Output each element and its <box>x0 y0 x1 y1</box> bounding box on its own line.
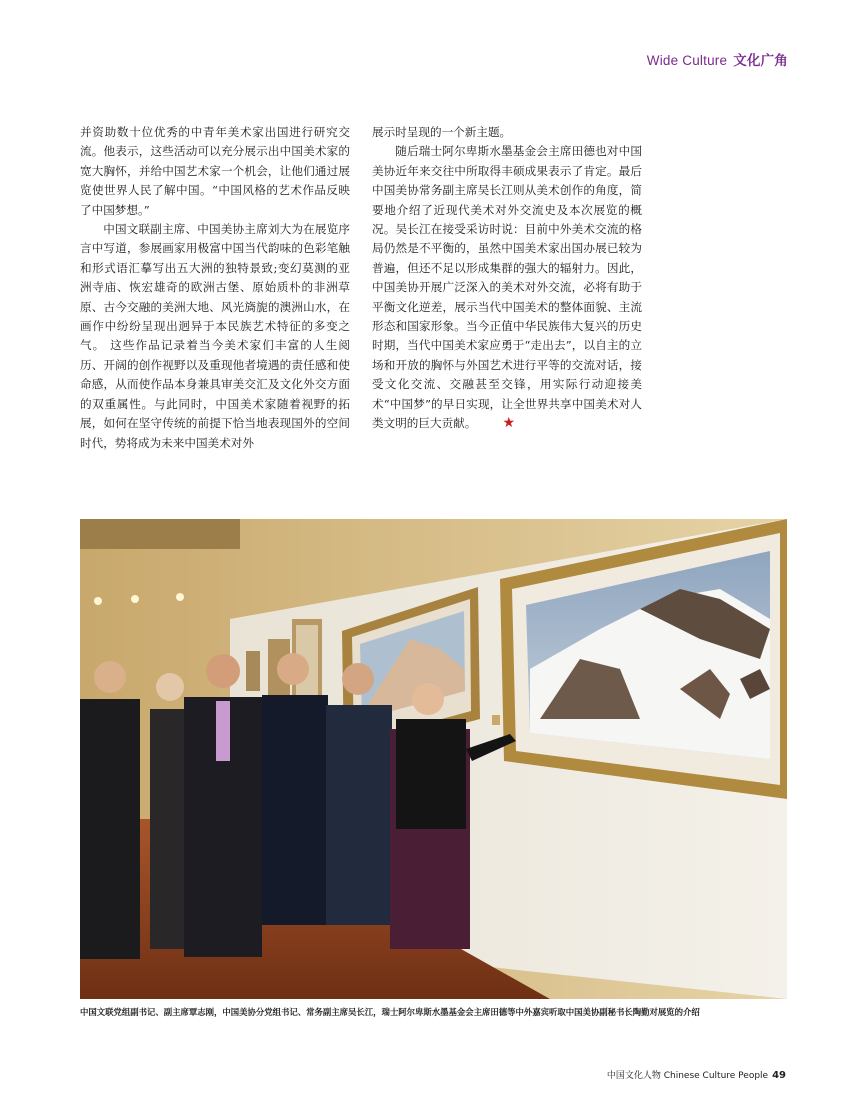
article-right-column <box>372 123 642 434</box>
section-header <box>647 49 788 69</box>
left-paragraph-1: 并资助数十位优秀的中青年美术家出国进行研究交流。他表示，这些活动可以充分展示出中国美术家的宽大胸怀，并给中国艺术家一个机会，让他们通过展览使世界人民了解中国。“中国风格的艺术作品反映了中国梦想。” <box>80 125 350 217</box>
section-title-en: Wide Culture <box>646 53 728 68</box>
publication-name: 中国文化人物 Chinese Culture People <box>606 1071 769 1081</box>
left-paragraph-2: 中国文联副主席、中国美协主席刘大为在展览序言中写道，参展画家用极富中国当代韵味的色彩笔触和形式语汇摹写出五大洲的独特景致;变幻莫测的亚洲寺庙、恢宏雄奇的欧洲古堡、原始质朴的非洲草原、古今交融的美洲大地、风光旖旎的澳洲山水，在画作中纷纷呈现出迥异于本民族艺术特征的多变之气。 这些作品记录着当今美术家们丰富的人生阅历、开阔的创作视野以及重现他者境遇的责任感和使命感，从而使作品本身兼具审美交汇及文化外交方面的双重属性。与此同时，中国美术家随着视野的拓展，如何在坚守传统的前提下恰当地表现国外的空间时代，势将成为未来中国美术对外 <box>80 222 350 450</box>
end-star-icon: ★ <box>502 415 516 432</box>
section-title-cn: 文化广角 <box>733 53 788 68</box>
article-left-column <box>80 123 350 453</box>
right-paragraph-2-text: 随后瑞士阿尔卑斯水墨基金会主席田德也对中国美协近年来交往中所取得丰硕成果表示了肯定。最后中国美协常务副主席吴长江则从美术创作的角度，简要地介绍了近现代美术对外交流史及本次展览的概况。吴长江在接受采访时说：目前中外美术交流的格局仍然是不平衡的，虽然中国美术家出国办展已较为普遍，但还不足以形成集群的强大的辐射力。因此，中国美协开展广泛深入的美术对外交流，必将有助于平衡文化逆差，展示当代中国美术的整体面貌、主流形态和国家形象。当今正值中华民族伟大复兴的历史时期，当代中国美术家应勇于“走出去”，以自主的立场和开放的胸怀与外国艺术进行平等的交流对话，接受文化交流、交融甚至交锋，用实际行动迎接美术“中国梦”的早日实现，让全世界共享中国美术对人类文明的巨大贡献。 <box>372 144 642 431</box>
exhibition-photo <box>80 519 787 999</box>
page-footer <box>607 1068 786 1081</box>
right-paragraph-1: 展示时呈现的一个新主题。 <box>372 125 512 139</box>
right-paragraph-2 <box>372 142 642 433</box>
page-number: 49 <box>772 1070 786 1081</box>
photo-caption: 中国文联党组副书记、副主席覃志刚，中国美协分党组书记、常务副主席吴长江，瑞士阿尔卑斯水墨基金会主席田德等中外嘉宾听取中国美协副秘书长陶勤对展览的介绍 <box>80 1007 700 1017</box>
